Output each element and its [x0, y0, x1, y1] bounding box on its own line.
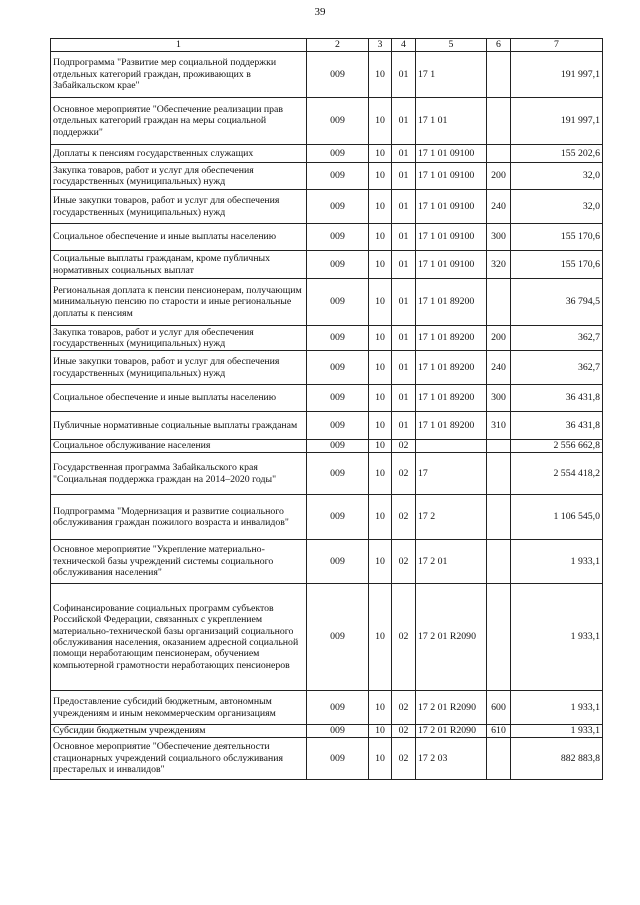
- cell-target-article: 17 1 01 89200: [416, 412, 487, 440]
- table-row: [51, 224, 603, 251]
- cell-grbs: 009: [307, 385, 369, 412]
- cell-subsection: 02: [392, 725, 416, 738]
- cell-expense-type: 320: [487, 251, 511, 279]
- cell-expense-type: [487, 440, 511, 453]
- cell-target-article: 17 1: [416, 52, 487, 98]
- cell-expense-type: 300: [487, 385, 511, 412]
- cell-section: 10: [369, 190, 392, 224]
- cell-section: 10: [369, 495, 392, 540]
- cell-target-article: 17 1 01 09100: [416, 163, 487, 190]
- table-row: [51, 385, 603, 412]
- cell-amount: 155 170,6: [511, 251, 603, 279]
- cell-section: 10: [369, 163, 392, 190]
- cell-grbs: 009: [307, 412, 369, 440]
- table-header-row: [51, 39, 603, 52]
- cell-grbs: 009: [307, 326, 369, 351]
- table-row: [51, 738, 603, 780]
- budget-table: [50, 38, 603, 780]
- cell-expense-type: [487, 98, 511, 145]
- cell-subsection: 02: [392, 495, 416, 540]
- row-name: Закупка товаров, работ и услуг для обеспечения государственных (муниципальных) нужд: [51, 326, 307, 351]
- column-header: 4: [392, 39, 416, 52]
- cell-target-article: 17 1 01 09100: [416, 224, 487, 251]
- cell-amount: 1 933,1: [511, 584, 603, 691]
- cell-target-article: 17 1 01 89200: [416, 326, 487, 351]
- cell-section: 10: [369, 52, 392, 98]
- cell-target-article: 17 1 01 09100: [416, 145, 487, 163]
- cell-subsection: 02: [392, 691, 416, 725]
- cell-amount: 36 794,5: [511, 279, 603, 326]
- row-name: Иные закупки товаров, работ и услуг для обеспечения государственных (муниципальных) нужд: [51, 190, 307, 224]
- cell-amount: 1 933,1: [511, 691, 603, 725]
- cell-amount: 2 554 418,2: [511, 453, 603, 495]
- cell-grbs: 009: [307, 145, 369, 163]
- cell-grbs: 009: [307, 224, 369, 251]
- cell-subsection: 01: [392, 190, 416, 224]
- row-name: Социальные выплаты гражданам, кроме публичных нормативных социальных выплат: [51, 251, 307, 279]
- row-name: Иные закупки товаров, работ и услуг для обеспечения государственных (муниципальных) нужд: [51, 351, 307, 385]
- row-name: Софинансирование социальных программ субъектов Российской Федерации, связанных с укреплением материально-технической базы организаций социального обслуживания населения, оказанием адресной социальной помощи неработающим пенсионерам, обучением компьютерной грамотности неработающих пенсионеров: [51, 584, 307, 691]
- column-header: 5: [416, 39, 487, 52]
- cell-section: 10: [369, 326, 392, 351]
- cell-expense-type: 310: [487, 412, 511, 440]
- cell-target-article: 17 2: [416, 495, 487, 540]
- cell-grbs: 009: [307, 163, 369, 190]
- cell-amount: 362,7: [511, 326, 603, 351]
- row-name: Социальное обслуживание населения: [51, 440, 307, 453]
- cell-section: 10: [369, 453, 392, 495]
- cell-subsection: 02: [392, 584, 416, 691]
- cell-grbs: 009: [307, 279, 369, 326]
- table-row: [51, 453, 603, 495]
- cell-expense-type: [487, 279, 511, 326]
- cell-amount: 155 170,6: [511, 224, 603, 251]
- cell-amount: 191 997,1: [511, 98, 603, 145]
- cell-amount: 32,0: [511, 163, 603, 190]
- cell-expense-type: [487, 540, 511, 584]
- cell-section: 10: [369, 540, 392, 584]
- row-name: Основное мероприятие "Обеспечение реализации прав отдельных категорий граждан на меры социальной поддержки": [51, 98, 307, 145]
- cell-expense-type: 600: [487, 691, 511, 725]
- cell-grbs: 009: [307, 540, 369, 584]
- column-header: 3: [369, 39, 392, 52]
- cell-section: 10: [369, 584, 392, 691]
- table-row: [51, 251, 603, 279]
- cell-subsection: 01: [392, 52, 416, 98]
- cell-grbs: 009: [307, 584, 369, 691]
- table-row: [51, 190, 603, 224]
- row-name: Региональная доплата к пенсии пенсионерам, получающим минимальную пенсию по старости и иные региональные доплаты к пенсиям: [51, 279, 307, 326]
- cell-section: 10: [369, 98, 392, 145]
- cell-grbs: 009: [307, 251, 369, 279]
- cell-target-article: 17 1 01 89200: [416, 385, 487, 412]
- column-header: 6: [487, 39, 511, 52]
- table-row: [51, 163, 603, 190]
- table-row: [51, 440, 603, 453]
- row-name: Закупка товаров, работ и услуг для обеспечения государственных (муниципальных) нужд: [51, 163, 307, 190]
- cell-grbs: 009: [307, 495, 369, 540]
- cell-target-article: 17 2 01 R2090: [416, 725, 487, 738]
- cell-subsection: 01: [392, 326, 416, 351]
- cell-subsection: 01: [392, 351, 416, 385]
- cell-grbs: 009: [307, 738, 369, 780]
- row-name: Социальное обеспечение и иные выплаты населению: [51, 224, 307, 251]
- cell-target-article: 17 1 01 09100: [416, 190, 487, 224]
- cell-amount: 36 431,8: [511, 412, 603, 440]
- cell-section: 10: [369, 440, 392, 453]
- page-number: 39: [314, 6, 326, 18]
- cell-expense-type: [487, 738, 511, 780]
- cell-subsection: 01: [392, 145, 416, 163]
- cell-target-article: 17 2 01 R2090: [416, 584, 487, 691]
- cell-subsection: 02: [392, 453, 416, 495]
- row-name: Основное мероприятие "Обеспечение деятельности стационарных учреждений социального обслуживания престарелых и инвалидов": [51, 738, 307, 780]
- cell-target-article: 17 2 01: [416, 540, 487, 584]
- cell-expense-type: 200: [487, 326, 511, 351]
- cell-expense-type: 610: [487, 725, 511, 738]
- cell-expense-type: 240: [487, 190, 511, 224]
- table-row: [51, 691, 603, 725]
- cell-amount: 882 883,8: [511, 738, 603, 780]
- row-name: Предоставление субсидий бюджетным, автономным учреждениям и иным некоммерческим организациям: [51, 691, 307, 725]
- cell-subsection: 02: [392, 540, 416, 584]
- cell-section: 10: [369, 251, 392, 279]
- row-name: Публичные нормативные социальные выплаты гражданам: [51, 412, 307, 440]
- cell-target-article: 17 1 01: [416, 98, 487, 145]
- table-row: [51, 725, 603, 738]
- cell-section: 10: [369, 725, 392, 738]
- cell-amount: 362,7: [511, 351, 603, 385]
- cell-amount: 2 556 662,8: [511, 440, 603, 453]
- cell-expense-type: 200: [487, 163, 511, 190]
- cell-target-article: 17 2 01 R2090: [416, 691, 487, 725]
- row-name: Социальное обеспечение и иные выплаты населению: [51, 385, 307, 412]
- cell-target-article: [416, 440, 487, 453]
- cell-subsection: 01: [392, 163, 416, 190]
- cell-subsection: 01: [392, 251, 416, 279]
- cell-amount: 191 997,1: [511, 52, 603, 98]
- column-header: 1: [51, 39, 307, 52]
- table-row: [51, 326, 603, 351]
- cell-section: 10: [369, 279, 392, 326]
- cell-subsection: 01: [392, 224, 416, 251]
- cell-expense-type: [487, 453, 511, 495]
- cell-subsection: 01: [392, 385, 416, 412]
- table-row: [51, 145, 603, 163]
- cell-subsection: 01: [392, 279, 416, 326]
- cell-grbs: 009: [307, 725, 369, 738]
- cell-target-article: 17: [416, 453, 487, 495]
- column-header: 2: [307, 39, 369, 52]
- table-row: [51, 540, 603, 584]
- cell-amount: 1 933,1: [511, 540, 603, 584]
- cell-section: 10: [369, 691, 392, 725]
- table-row: [51, 495, 603, 540]
- cell-section: 10: [369, 145, 392, 163]
- row-name: Доплаты к пенсиям государственных служащих: [51, 145, 307, 163]
- cell-grbs: 009: [307, 190, 369, 224]
- row-name: Подпрограмма "Развитие мер социальной поддержки отдельных категорий граждан, проживающих в Забайкальском крае": [51, 52, 307, 98]
- row-name: Основное мероприятие "Укрепление материально-технической базы учреждений системы социального обслуживания населения": [51, 540, 307, 584]
- cell-grbs: 009: [307, 691, 369, 725]
- cell-amount: 32,0: [511, 190, 603, 224]
- table-row: [51, 52, 603, 98]
- cell-grbs: 009: [307, 453, 369, 495]
- cell-target-article: 17 1 01 89200: [416, 351, 487, 385]
- row-name: Государственная программа Забайкальского края "Социальная поддержка граждан на 2014–2020 годы": [51, 453, 307, 495]
- column-header: 7: [511, 39, 603, 52]
- cell-expense-type: [487, 495, 511, 540]
- cell-expense-type: 300: [487, 224, 511, 251]
- cell-expense-type: [487, 52, 511, 98]
- cell-grbs: 009: [307, 52, 369, 98]
- cell-section: 10: [369, 738, 392, 780]
- table-row: [51, 584, 603, 691]
- cell-expense-type: [487, 584, 511, 691]
- cell-section: 10: [369, 385, 392, 412]
- cell-amount: 155 202,6: [511, 145, 603, 163]
- table-row: [51, 351, 603, 385]
- cell-target-article: 17 1 01 09100: [416, 251, 487, 279]
- cell-target-article: 17 1 01 89200: [416, 279, 487, 326]
- cell-amount: 1 933,1: [511, 725, 603, 738]
- row-name: Подпрограмма "Модернизация и развитие социального обслуживания граждан пожилого возраста и инвалидов": [51, 495, 307, 540]
- cell-section: 10: [369, 224, 392, 251]
- cell-section: 10: [369, 412, 392, 440]
- cell-expense-type: 240: [487, 351, 511, 385]
- cell-grbs: 009: [307, 440, 369, 453]
- cell-subsection: 02: [392, 738, 416, 780]
- cell-grbs: 009: [307, 351, 369, 385]
- cell-subsection: 01: [392, 412, 416, 440]
- cell-grbs: 009: [307, 98, 369, 145]
- cell-amount: 36 431,8: [511, 385, 603, 412]
- cell-subsection: 01: [392, 98, 416, 145]
- cell-target-article: 17 2 03: [416, 738, 487, 780]
- table-row: [51, 412, 603, 440]
- cell-section: 10: [369, 351, 392, 385]
- row-name: Субсидии бюджетным учреждениям: [51, 725, 307, 738]
- cell-subsection: 02: [392, 440, 416, 453]
- table-row: [51, 98, 603, 145]
- table-row: [51, 279, 603, 326]
- cell-amount: 1 106 545,0: [511, 495, 603, 540]
- cell-expense-type: [487, 145, 511, 163]
